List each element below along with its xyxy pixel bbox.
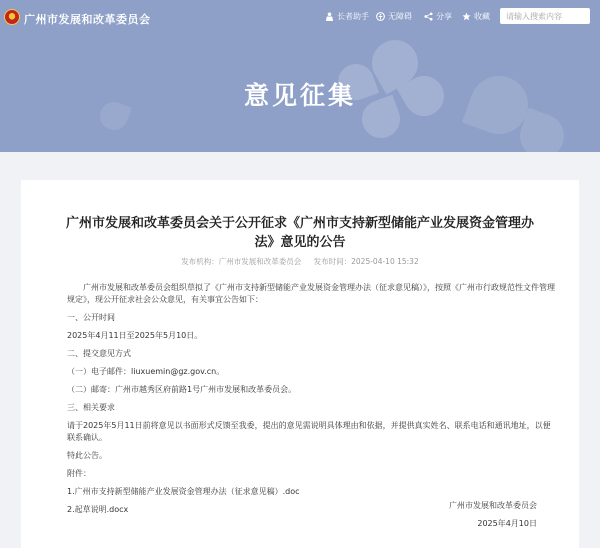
accessibility-icon — [376, 12, 385, 21]
accessibility-button[interactable] — [376, 11, 412, 22]
favorite-label: 收藏 — [474, 12, 490, 21]
publish-time-label: 发布时间：2025-04-10 15:32 — [313, 257, 419, 266]
attachment-link[interactable]: 1.广州市支持新型储能产业发展资金管理办法（征求意见稿）.doc — [67, 487, 300, 496]
elder-assistant-label: 长者助手 — [337, 12, 369, 21]
article-paragraph: 一、公开时间 — [67, 313, 115, 322]
share-button[interactable] — [424, 11, 452, 22]
article-paragraph: （二）邮寄：广州市越秀区府前路1号广州市发展和改革委员会。 — [67, 385, 297, 394]
article-paragraph: 请于2025年5月11日前将意见以书面形式反馈至我委，提出的意见需说明具体理由和依据，并提供真实姓名、联系电话和通讯地址，以便联系确认。 — [67, 421, 551, 442]
article-paragraph: 三、相关要求 — [67, 403, 115, 412]
top-header — [0, 0, 600, 36]
publisher-label: 发布机构：广州市发展和改革委员会 — [181, 257, 302, 266]
article-paragraph: 特此公告。 — [67, 451, 107, 460]
signature: 广州市发展和改革委员会 — [449, 501, 537, 510]
emblem-icon — [4, 9, 20, 25]
article-meta — [21, 256, 579, 267]
site-title[interactable]: 广州市发展和改革委员会 — [24, 13, 151, 26]
article-paragraph: （一）电子邮件：liuxuemin@gz.gov.cn。 — [67, 367, 225, 376]
star-icon — [462, 12, 471, 21]
accessibility-label: 无障碍 — [388, 12, 412, 21]
attachment-link[interactable]: 2.起草说明.docx — [67, 505, 129, 514]
share-label: 分享 — [436, 12, 452, 21]
article-card — [21, 180, 579, 548]
article-paragraph: 附件： — [67, 469, 91, 478]
article-paragraph: 二、提交意见方式 — [67, 349, 131, 358]
favorite-button[interactable] — [462, 11, 490, 22]
share-icon — [424, 12, 433, 21]
banner — [0, 36, 600, 152]
signature-date: 2025年4月10日 — [477, 519, 537, 528]
person-icon — [325, 12, 334, 21]
search-input[interactable] — [500, 8, 590, 24]
article-paragraph: 2025年4月11日至2025年5月10日。 — [67, 331, 203, 340]
elder-assistant-button[interactable] — [325, 11, 369, 22]
banner-title: 意见征集 — [243, 81, 356, 110]
article-paragraph: 广州市发展和改革委员会组织草拟了《广州市支持新型储能产业发展资金管理办法（征求意见稿）》，按照《广州市行政规范性文件管理规定》，现公开征求社会公众意见，有关事宜公告如下： — [67, 283, 555, 304]
article-title: 广州市发展和改革委员会关于公开征求《广州市支持新型储能产业发展资金管理办法》意见的公告 — [65, 216, 534, 250]
